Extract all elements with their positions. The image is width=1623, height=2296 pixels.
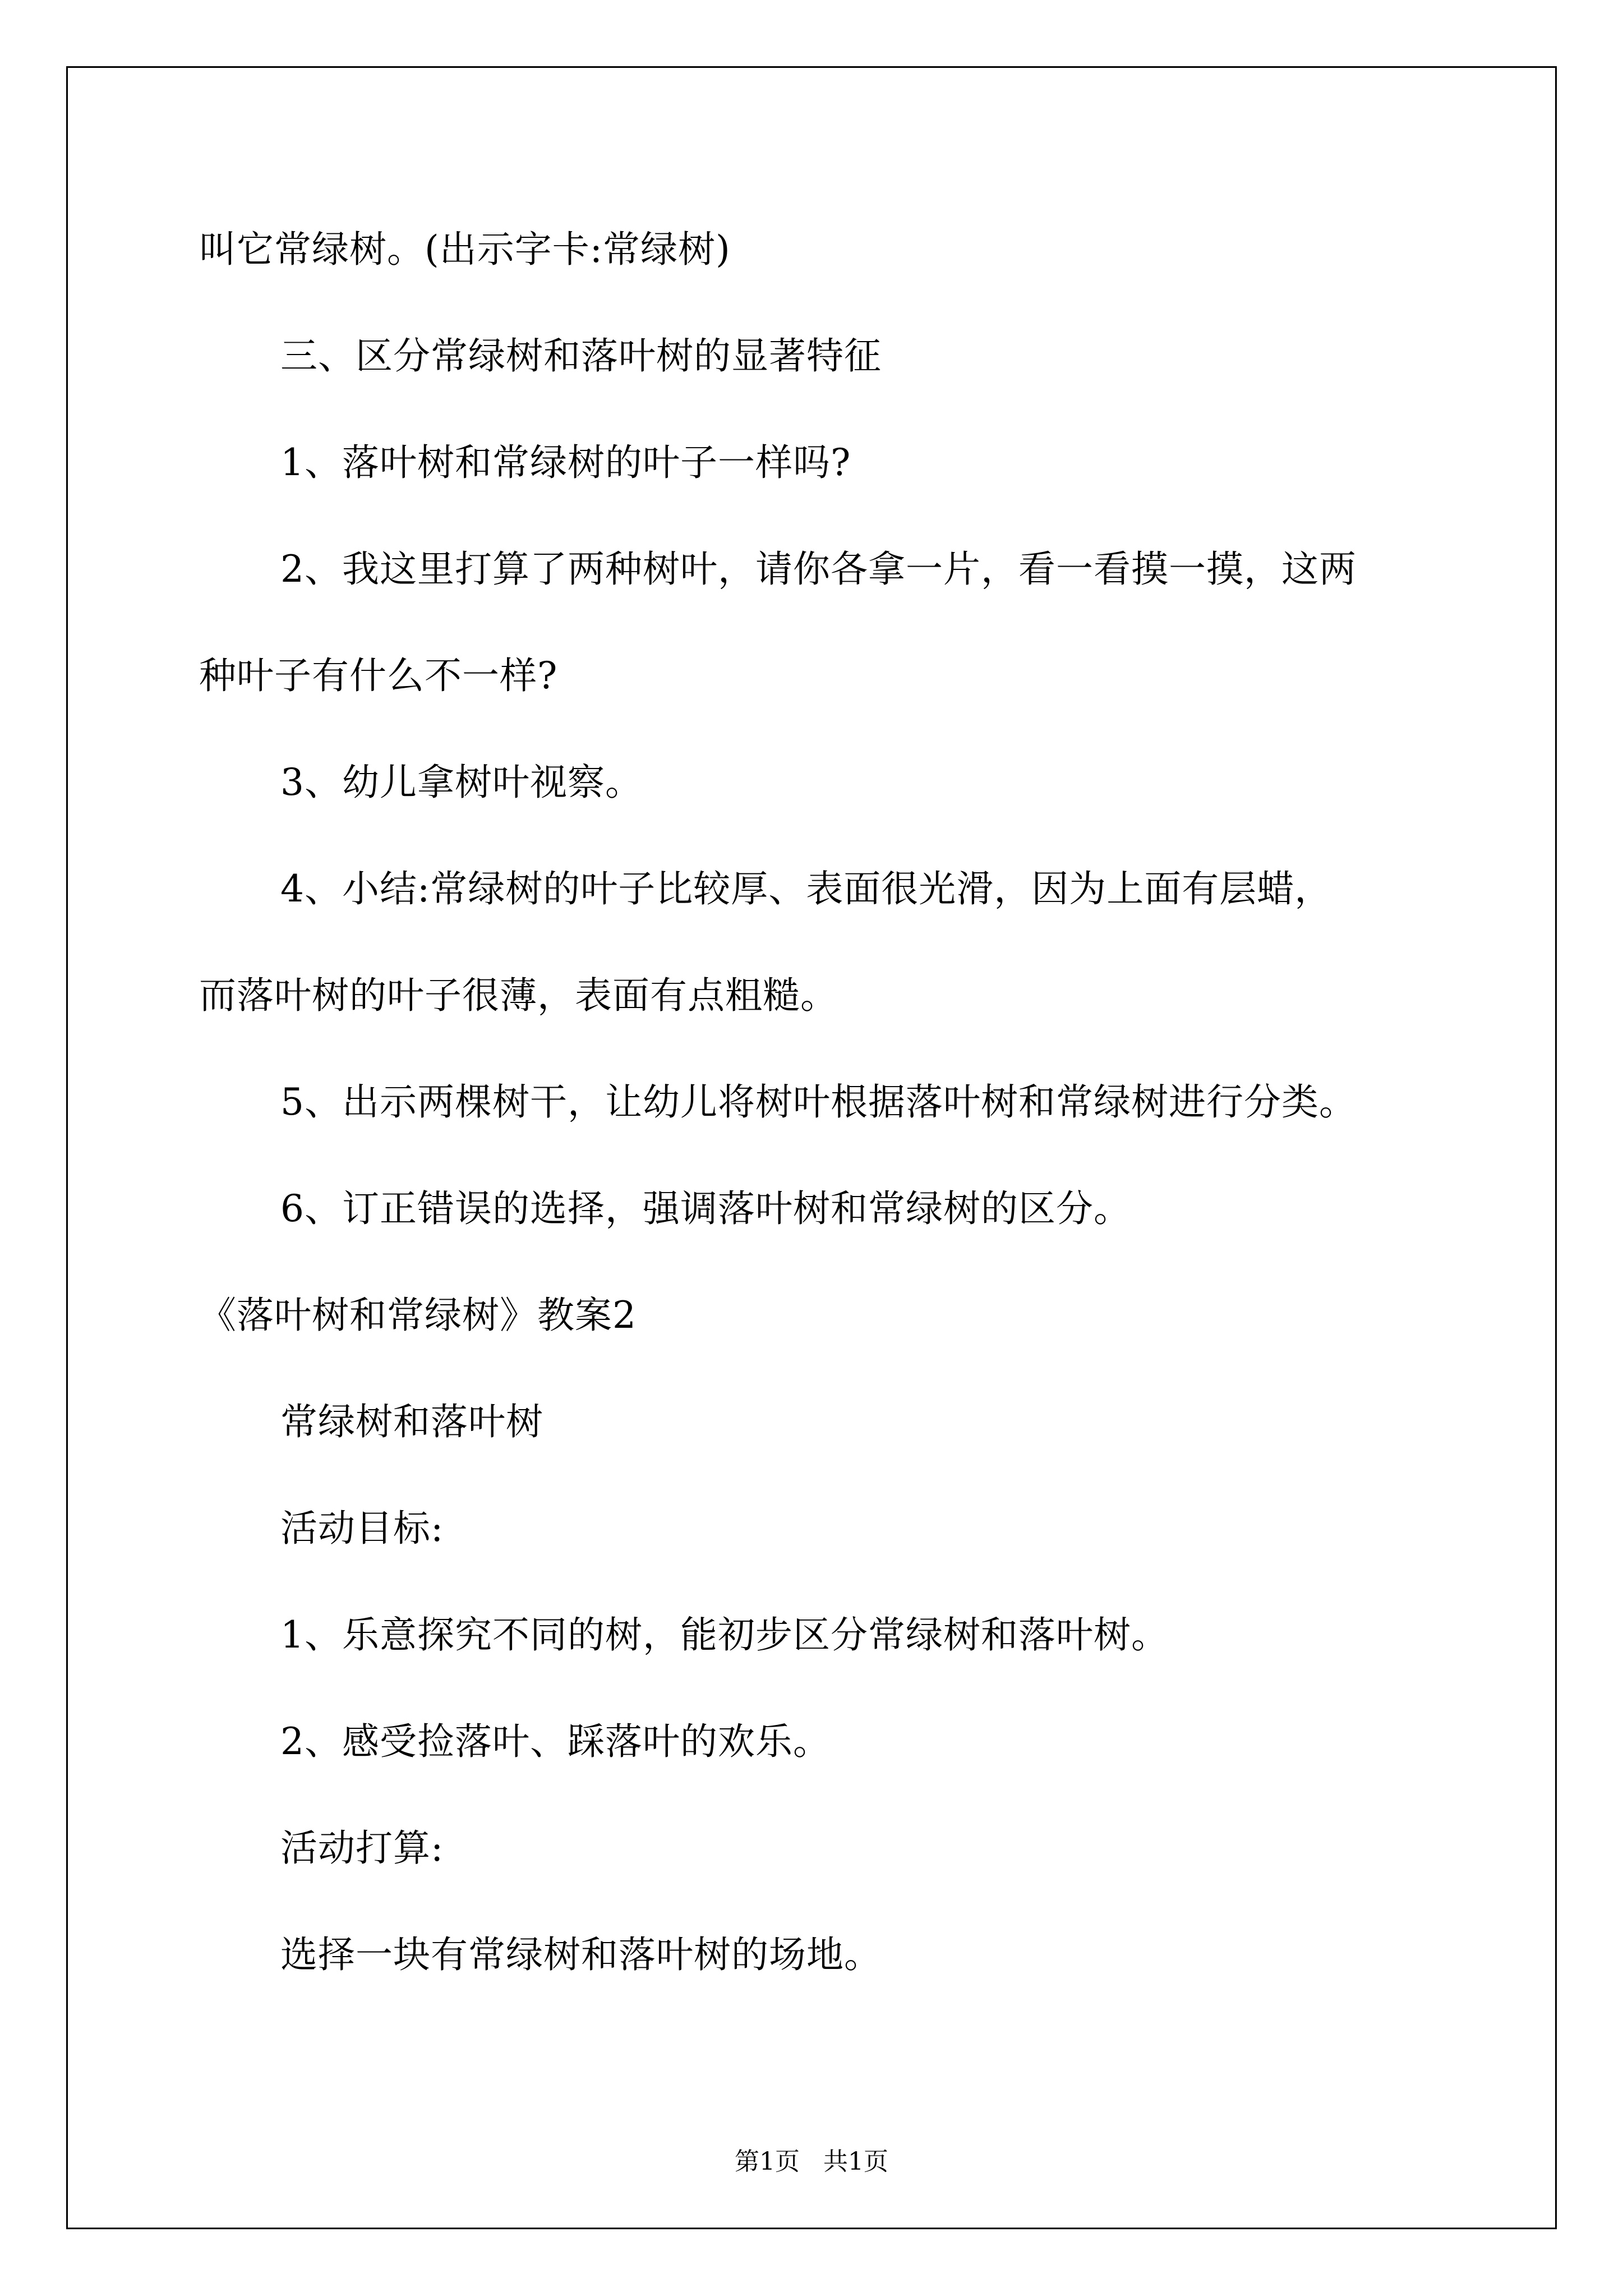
page-footer: 第1页 共1页 — [735, 2147, 888, 2176]
text-line-13: 活动目标: — [280, 1507, 444, 1550]
text-line-10: 6、订正错误的选择，强调落叶树和常绿树的区分。 — [280, 1187, 1131, 1230]
text-line-6: 3、幼儿拿树叶视察。 — [280, 761, 643, 804]
text-line-9: 5、出示两棵树干，让幼儿将树叶根据落叶树和常绿树进行分类。 — [280, 1080, 1357, 1124]
text-line-17: 选择一块有常绿树和落叶树的场地。 — [280, 1933, 882, 1976]
text-line-14: 1、乐意探究不同的树，能初步区分常绿树和落叶树。 — [280, 1613, 1169, 1657]
text-line-15: 2、感受捡落叶、踩落叶的欢乐。 — [280, 1720, 831, 1763]
text-line-7: 4、小结:常绿树的叶子比较厚、表面很光滑，因为上面有层蜡， — [280, 867, 1332, 910]
section-heading: 《落叶树和常绿树》教案2 — [199, 1294, 637, 1337]
text-line-16: 活动打算: — [280, 1826, 444, 1870]
text-line-3: 1、落叶树和常绿树的叶子一样吗? — [280, 441, 851, 484]
text-line-4: 2、我这里打算了两种树叶，请你各拿一片，看一看摸一摸，这两 — [280, 547, 1357, 591]
text-line-1: 叫它常绿树。(出示字卡:常绿树) — [199, 228, 731, 271]
page-frame — [66, 66, 1557, 2229]
text-line-12: 常绿树和落叶树 — [280, 1400, 543, 1443]
text-line-8: 而落叶树的叶子很薄，表面有点粗糙。 — [199, 974, 838, 1017]
text-line-2: 三、区分常绿树和落叶树的显著特征 — [280, 334, 882, 378]
text-line-5: 种叶子有什么不一样? — [199, 654, 558, 697]
